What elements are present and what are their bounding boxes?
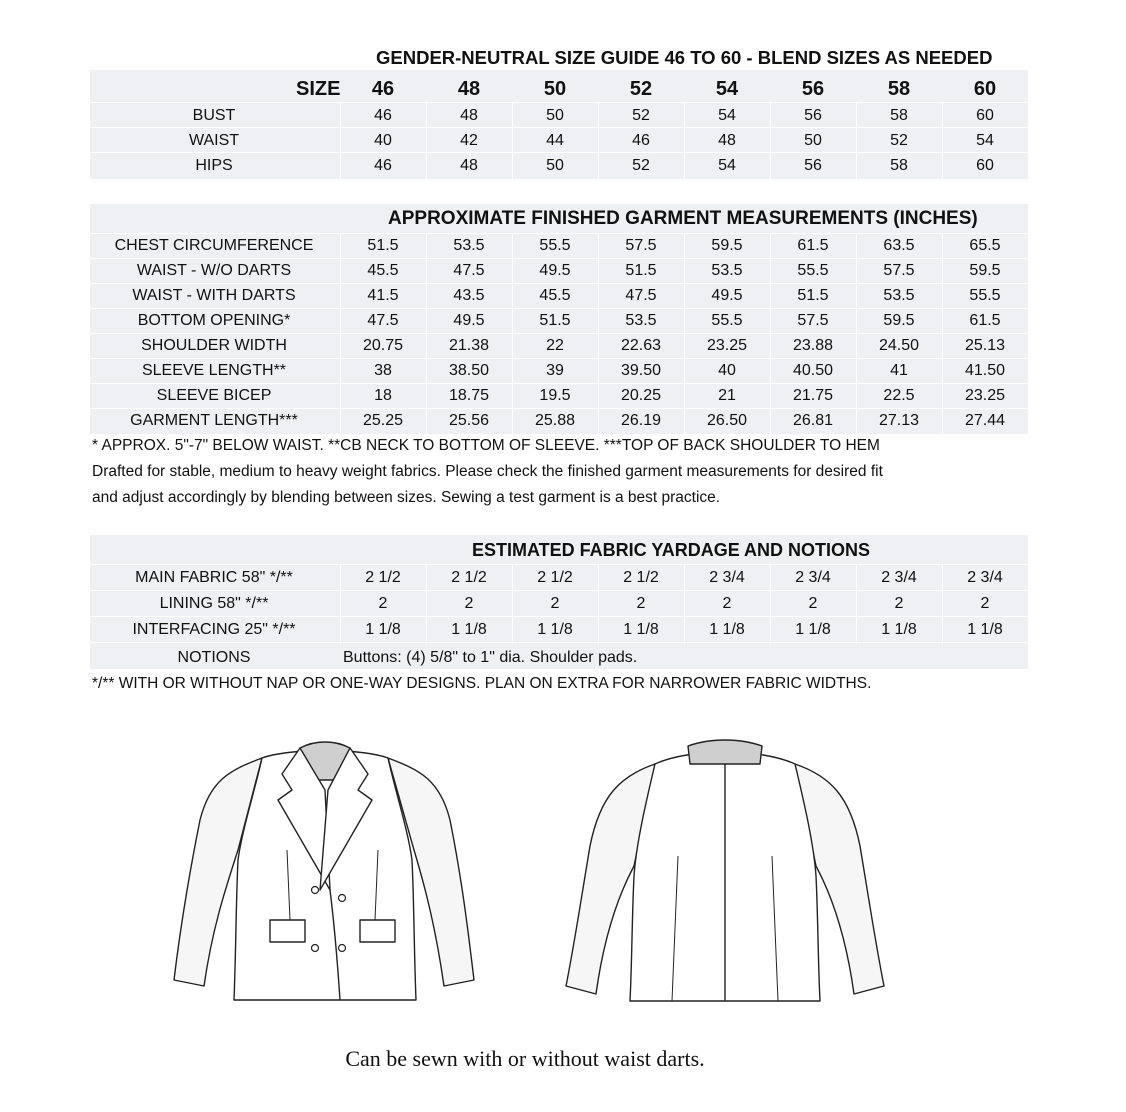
yardage-cell: 2 xyxy=(808,595,818,612)
size-row-label: HIPS xyxy=(195,157,233,174)
grid-line xyxy=(598,564,599,644)
yardage-cell: 2 xyxy=(550,595,560,612)
garment-cell: 49.5 xyxy=(453,312,485,329)
garment-cell: 27.13 xyxy=(878,412,920,429)
size-cell: 48 xyxy=(718,132,736,149)
garment-cell: 38 xyxy=(374,362,392,379)
size-cell: 48 xyxy=(460,107,478,124)
grid-line xyxy=(90,590,1028,591)
garment-cell: 26.19 xyxy=(620,412,662,429)
grid-line xyxy=(684,564,685,644)
yardage-cell: 1 1/8 xyxy=(623,621,659,638)
yardage-cell: 1 1/8 xyxy=(537,621,573,638)
yardage-cell: 1 1/8 xyxy=(967,621,1003,638)
size-cell: 52 xyxy=(632,157,650,174)
grid-line xyxy=(90,102,1028,103)
garment-row-label: WAIST - WITH DARTS xyxy=(132,287,296,304)
garment-cell: 59.5 xyxy=(969,262,1001,279)
garment-row-label: GARMENT LENGTH*** xyxy=(130,412,298,429)
garment-cell: 41.50 xyxy=(964,362,1006,379)
garment-cell: 55.5 xyxy=(797,262,829,279)
size-cell: 54 xyxy=(976,132,994,149)
yardage-cell: 2 1/2 xyxy=(623,569,659,586)
garment-cell: 21.75 xyxy=(792,387,834,404)
garment-cell: 25.13 xyxy=(964,337,1006,354)
yardage-cell: 2 xyxy=(894,595,904,612)
garment-footnote: * APPROX. 5"-7" BELOW WAIST. **CB NECK TO BOTTOM OF SLEEVE. ***TOP OF BACK SHOULDER TO HEM xyxy=(92,437,880,454)
grid-line xyxy=(90,308,1028,309)
garment-cell: 25.88 xyxy=(534,412,576,429)
garment-cell: 22.63 xyxy=(620,337,662,354)
garment-cell: 41 xyxy=(890,362,908,379)
garment-cell: 51.5 xyxy=(797,287,829,304)
size-row-label: BUST xyxy=(192,107,236,124)
garment-cell: 63.5 xyxy=(883,237,915,254)
garment-cell: 53.5 xyxy=(711,262,743,279)
yardage-cell: 1 1/8 xyxy=(795,621,831,638)
yardage-cell: 2 3/4 xyxy=(795,569,831,586)
garment-row-label: CHEST CIRCUMFERENCE xyxy=(114,237,314,254)
size-cell: 56 xyxy=(804,107,822,124)
grid-line xyxy=(90,408,1028,409)
size-cell: 52 xyxy=(632,107,650,124)
size-header-cell: 54 xyxy=(715,78,739,100)
yardage-cell: 1 1/8 xyxy=(881,621,917,638)
grid-line xyxy=(340,102,341,179)
garment-cell: 39.50 xyxy=(620,362,662,379)
garment-cell: 23.88 xyxy=(792,337,834,354)
size-cell: 54 xyxy=(718,107,736,124)
garment-cell: 23.25 xyxy=(706,337,748,354)
size-row-label: WAIST xyxy=(188,132,240,149)
grid-line xyxy=(1028,233,1029,434)
grid-line xyxy=(90,383,1028,384)
garment-cell: 45.5 xyxy=(539,287,571,304)
grid-line xyxy=(90,283,1028,284)
garment-row-label: WAIST - W/O DARTS xyxy=(136,262,292,279)
garment-cell: 25.25 xyxy=(362,412,404,429)
garment-cell: 39 xyxy=(546,362,564,379)
garment-cell: 18 xyxy=(374,387,392,404)
grid-line xyxy=(90,233,1028,234)
size-cell: 60 xyxy=(976,107,994,124)
yardage-cell: 2 xyxy=(980,595,990,612)
garment-cell: 21 xyxy=(718,387,736,404)
size-cell: 50 xyxy=(804,132,822,149)
grid-line xyxy=(340,564,341,644)
garment-cell: 47.5 xyxy=(453,262,485,279)
size-cell: 40 xyxy=(374,132,392,149)
garment-cell: 43.5 xyxy=(453,287,485,304)
garment-cell: 61.5 xyxy=(969,312,1001,329)
garment-cell: 40.50 xyxy=(792,362,834,379)
size-header-cell: 52 xyxy=(629,78,653,100)
fabric-note-line1: Drafted for stable, medium to heavy weight fabrics. Please check the finished garment measurements for desired fit xyxy=(92,463,883,480)
garment-cell: 59.5 xyxy=(711,237,743,254)
yardage-footnote: */** WITH OR WITHOUT NAP OR ONE-WAY DESIGNS. PLAN ON EXTRA FOR NARROWER FABRIC WIDTHS. xyxy=(92,675,872,692)
size-cell: 58 xyxy=(890,107,908,124)
yardage-row-label: MAIN FABRIC 58" */** xyxy=(135,569,293,586)
size-header-cell: 50 xyxy=(543,78,567,100)
fabric-note-line2: and adjust accordingly by blending between sizes. Sewing a test garment is a best practice. xyxy=(92,489,721,506)
yardage-row-label: LINING 58" */** xyxy=(159,595,269,612)
grid-line xyxy=(426,564,427,644)
garment-row-label: SLEEVE BICEP xyxy=(156,387,272,404)
size-cell: 60 xyxy=(976,157,994,174)
size-cell: 50 xyxy=(546,157,564,174)
garment-cell: 23.25 xyxy=(964,387,1006,404)
yardage-cell: 2 3/4 xyxy=(967,569,1003,586)
size-cell: 48 xyxy=(460,157,478,174)
garment-cell: 26.50 xyxy=(706,412,748,429)
jacket-front-illustration xyxy=(170,730,480,1010)
grid-line xyxy=(684,102,685,179)
size-header-cell: 58 xyxy=(887,78,911,100)
garment-cell: 57.5 xyxy=(883,262,915,279)
grid-line xyxy=(1028,564,1029,644)
jacket-back-illustration xyxy=(560,736,890,1016)
grid-line xyxy=(90,642,1028,643)
garment-cell: 55.5 xyxy=(539,237,571,254)
garment-cell: 59.5 xyxy=(883,312,915,329)
grid-line xyxy=(598,102,599,179)
size-label: SIZE xyxy=(296,78,341,100)
garment-row-label: BOTTOM OPENING* xyxy=(137,312,291,329)
grid-line xyxy=(90,127,1028,128)
grid-line xyxy=(90,564,1028,565)
grid-line xyxy=(90,358,1028,359)
garment-cell: 41.5 xyxy=(367,287,399,304)
grid-line xyxy=(90,258,1028,259)
garment-cell: 51.5 xyxy=(367,237,399,254)
garment-cell: 25.56 xyxy=(448,412,490,429)
garment-cell: 51.5 xyxy=(625,262,657,279)
size-cell: 50 xyxy=(546,107,564,124)
garment-cell: 57.5 xyxy=(625,237,657,254)
garment-cell: 24.50 xyxy=(878,337,920,354)
yardage-table-title: ESTIMATED FABRIC YARDAGE AND NOTIONS xyxy=(472,540,871,560)
garment-cell: 38.50 xyxy=(448,362,490,379)
size-header-cell: 46 xyxy=(371,78,395,100)
size-cell: 46 xyxy=(374,157,392,174)
size-cell: 46 xyxy=(374,107,392,124)
garment-cell: 55.5 xyxy=(969,287,1001,304)
yardage-cell: 2 xyxy=(636,595,646,612)
size-cell: 52 xyxy=(890,132,908,149)
garment-cell: 21.38 xyxy=(448,337,490,354)
yardage-cell: 1 1/8 xyxy=(365,621,401,638)
yardage-cell: 2 1/2 xyxy=(537,569,573,586)
size-cell: 54 xyxy=(718,157,736,174)
garment-cell: 22.5 xyxy=(883,387,915,404)
grid-line xyxy=(856,102,857,179)
garment-cell: 27.44 xyxy=(964,412,1006,429)
garment-cell: 51.5 xyxy=(539,312,571,329)
size-cell: 44 xyxy=(546,132,564,149)
yardage-cell: 1 1/8 xyxy=(709,621,745,638)
size-header-cell: 48 xyxy=(457,78,481,100)
notions-value: Buttons: (4) 5/8" to 1" dia. Shoulder pads. xyxy=(343,649,638,666)
yardage-cell: 2 xyxy=(464,595,474,612)
garment-row-label: SHOULDER WIDTH xyxy=(141,337,287,354)
garment-cell: 20.75 xyxy=(362,337,404,354)
garment-cell: 55.5 xyxy=(711,312,743,329)
size-cell: 46 xyxy=(632,132,650,149)
garment-cell: 47.5 xyxy=(625,287,657,304)
grid-line xyxy=(426,102,427,179)
size-cell: 42 xyxy=(460,132,478,149)
grid-line xyxy=(512,102,513,179)
yardage-cell: 2 xyxy=(722,595,732,612)
yardage-cell: 1 1/8 xyxy=(451,621,487,638)
size-table-title: GENDER-NEUTRAL SIZE GUIDE 46 TO 60 - BLEND SIZES AS NEEDED xyxy=(376,47,993,68)
size-cell: 58 xyxy=(890,157,908,174)
garment-cell: 20.25 xyxy=(620,387,662,404)
garment-cell: 53.5 xyxy=(625,312,657,329)
yardage-row-label: INTERFACING 25" */** xyxy=(132,621,296,638)
garment-table-title: APPROXIMATE FINISHED GARMENT MEASUREMENTS (INCHES) xyxy=(388,208,978,229)
grid-line xyxy=(856,564,857,644)
garment-cell: 49.5 xyxy=(711,287,743,304)
garment-cell: 49.5 xyxy=(539,262,571,279)
garment-cell: 47.5 xyxy=(367,312,399,329)
yardage-cell: 2 xyxy=(378,595,388,612)
yardage-cell: 2 3/4 xyxy=(709,569,745,586)
garment-cell: 19.5 xyxy=(539,387,571,404)
grid-line xyxy=(1028,102,1029,179)
garment-cell: 53.5 xyxy=(883,287,915,304)
garment-cell: 57.5 xyxy=(797,312,829,329)
grid-line xyxy=(90,333,1028,334)
grid-line xyxy=(942,564,943,644)
garment-row-label: SLEEVE LENGTH** xyxy=(141,362,287,379)
size-header-cell: 60 xyxy=(973,78,997,100)
garment-cell: 18.75 xyxy=(448,387,490,404)
garment-cell: 53.5 xyxy=(453,237,485,254)
garment-cell: 65.5 xyxy=(969,237,1001,254)
yardage-cell: 2 3/4 xyxy=(881,569,917,586)
size-header-cell: 56 xyxy=(801,78,825,100)
grid-line xyxy=(90,152,1028,153)
grid-line xyxy=(770,102,771,179)
garment-cell: 26.81 xyxy=(792,412,834,429)
garment-cell: 22 xyxy=(546,337,564,354)
grid-line xyxy=(512,564,513,644)
garment-cell: 40 xyxy=(718,362,736,379)
caption: Can be sewn with or without waist darts. xyxy=(345,1046,705,1071)
notions-label: NOTIONS xyxy=(177,649,251,666)
garment-cell: 45.5 xyxy=(367,262,399,279)
yardage-cell: 2 1/2 xyxy=(365,569,401,586)
grid-line xyxy=(770,564,771,644)
yardage-cell: 2 1/2 xyxy=(451,569,487,586)
grid-line xyxy=(90,616,1028,617)
grid-line xyxy=(942,102,943,179)
garment-cell: 61.5 xyxy=(797,237,829,254)
size-cell: 56 xyxy=(804,157,822,174)
